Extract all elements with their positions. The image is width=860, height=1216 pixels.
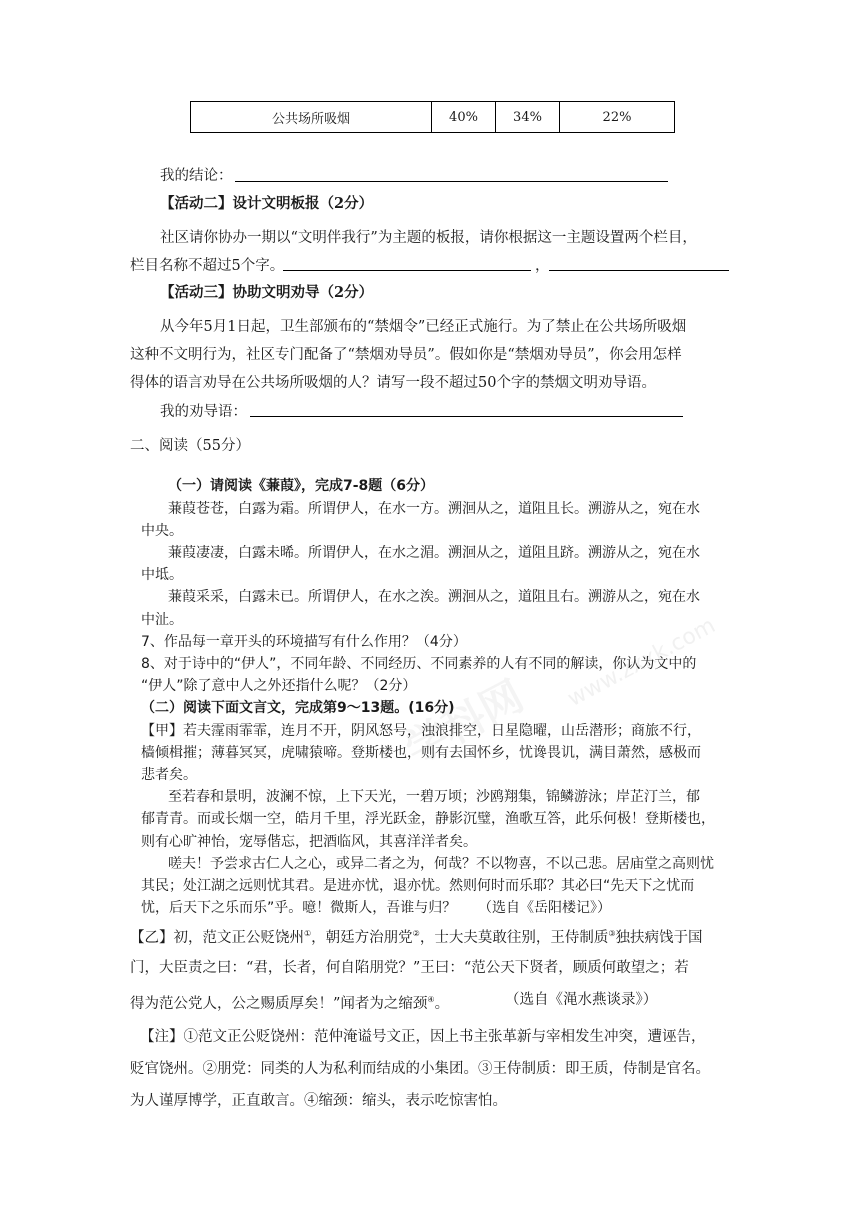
passage-yi-line: 得为范公党人，公之赐质厚矣！”闻者为之缩颈④。	[130, 995, 450, 1012]
table-row	[191, 102, 675, 133]
activity3-text: 从今年5月1日起，卫生部颁布的“禁烟令”已经正式施行。为了禁止在公共场所吸烟	[160, 319, 687, 335]
poem-line: 中央。	[141, 523, 183, 539]
passage-jia-line: 其民；处江湖之远则忧其君。是进亦忧，退亦忧。然则何时而乐耶？其必曰“先天下之忧而	[141, 878, 695, 894]
notes-line: 【注】①范文正公贬饶州：范仲淹谥号文正，因上书主张革新与宰相发生冲突，遭诬告，	[140, 1029, 706, 1045]
question-8: 8、对于诗中的“伊人”，不同年龄、不同经历、不同素养的人有不同的解读，你认为文中的	[141, 656, 697, 672]
passage-jia-source: （选自《岳阳楼记》）	[478, 900, 611, 916]
notes-line: 贬官饶州。②朋党：同类的人为私利而结成的小集团。③王侍制质：即王质，侍制是官名。	[130, 1061, 710, 1077]
conclusion-label: 我的结论：	[160, 168, 233, 184]
activity3-text: 得体的语言劝导在公共场所吸烟的人？请写一段不超过50个字的禁烟文明劝导语。	[130, 375, 656, 391]
column-name-line-1[interactable]	[283, 270, 531, 271]
comma: ，	[535, 258, 550, 274]
conclusion-answer-line[interactable]	[235, 181, 668, 182]
column-name-line-2[interactable]	[549, 270, 729, 271]
section-heading: 二、阅读（55分）	[130, 438, 250, 454]
watermark: 学科网	[397, 670, 532, 774]
question-7: 7、作品每一章开头的环境描写有什么作用？（4分）	[141, 634, 467, 650]
notes-line: 为人谨厚博学，正直敢言。④缩颈：缩头，表示吃惊害怕。	[130, 1093, 507, 1109]
passage-yi-line: 门，大臣责之曰：“君，长者，何自陷朋党？”王曰：“范公天下贤者，顾质何敢望之；若	[130, 960, 689, 976]
passage-jia-line: 樯倾楫摧；薄暮冥冥，虎啸猿啼。登斯楼也，则有去国怀乡，忧谗畏讥，满目萧然，感极而	[141, 745, 701, 761]
watermark-url: www.zxxk.com	[563, 613, 720, 712]
advice-answer-line[interactable]	[250, 416, 683, 417]
poem-line: 中沚。	[141, 612, 183, 628]
activity3-heading: 【活动三】协助文明劝导（2分）	[160, 284, 374, 301]
part1-heading: （一）请阅读《蒹葭》，完成7-8题（6分）	[168, 478, 435, 494]
passage-jia-line: 忧，后天下之乐而乐”乎。噫！微斯人，吾谁与归？	[141, 900, 457, 916]
activity2-text: 栏目名称不超过5个字。	[130, 258, 285, 274]
question-8: “伊人”除了意中人之外还指什么呢？（2分）	[141, 678, 417, 694]
table-cell: 40%	[432, 102, 496, 133]
passage-jia-line: 悲者矣。	[141, 767, 197, 783]
table-cell: 34%	[496, 102, 560, 133]
passage-yi-source: （选自《渑水燕谈录》）	[505, 992, 658, 1008]
poem-line: 蒹葭凄凄，白露未晞。所谓伊人，在水之湄。溯洄从之，道阻且跻。溯游从之，宛在水	[168, 545, 700, 561]
activity2-heading: 【活动二】设计文明板报（2分）	[160, 195, 374, 212]
passage-jia-line: 【甲】若夫霪雨霏霏，连月不开，阴风怒号，浊浪排空，日星隐曜，山岳潜形；商旅不行，	[141, 723, 701, 739]
passage-jia-line: 郁青青。而或长烟一空，皓月千里，浮光跃金，静影沉璧，渔歌互答，此乐何极！登斯楼也，	[141, 811, 715, 827]
survey-table	[190, 101, 675, 133]
activity3-text: 这种不文明行为，社区专门配备了“禁烟劝导员”。假如你是“禁烟劝导员”，你会用怎样	[130, 347, 682, 363]
passage-jia-line: 嗟夫！予尝求古仁人之心，或异二者之为，何哉？不以物喜，不以己悲。居庙堂之高则忧	[168, 856, 714, 872]
poem-line: 蒹葭苍苍，白露为霜。所谓伊人，在水一方。溯洄从之，道阻且长。溯游从之，宛在水	[168, 501, 700, 517]
passage-jia-line: 则有心旷神怡，宠辱偕忘，把酒临风，其喜洋洋者矣。	[141, 834, 477, 850]
poem-line: 中坻。	[141, 567, 183, 583]
table-cell: 22%	[560, 102, 675, 133]
passage-yi-line: 【乙】初，范文正公贬饶州①，朝廷方治朋党②，士大夫莫敢往别，王侍制质③独扶病饯于国	[130, 929, 703, 946]
part2-heading: （二）阅读下面文言文，完成第9～13题。(16分)	[141, 700, 455, 716]
advice-label: 我的劝导语：	[160, 404, 247, 420]
activity2-text: 社区请你协办一期以“文明伴我行”为主题的板报，请你根据这一主题设置两个栏目，	[160, 230, 697, 246]
passage-jia-line: 至若春和景明，波澜不惊，上下天光，一碧万顷；沙鸥翔集，锦鳞游泳；岸芷汀兰，郁	[168, 789, 700, 805]
poem-line: 蒹葭采采，白露未已。所谓伊人，在水之涘。溯洄从之，道阻且右。溯游从之，宛在水	[168, 589, 700, 605]
table-cell: 公共场所吸烟	[191, 102, 432, 133]
